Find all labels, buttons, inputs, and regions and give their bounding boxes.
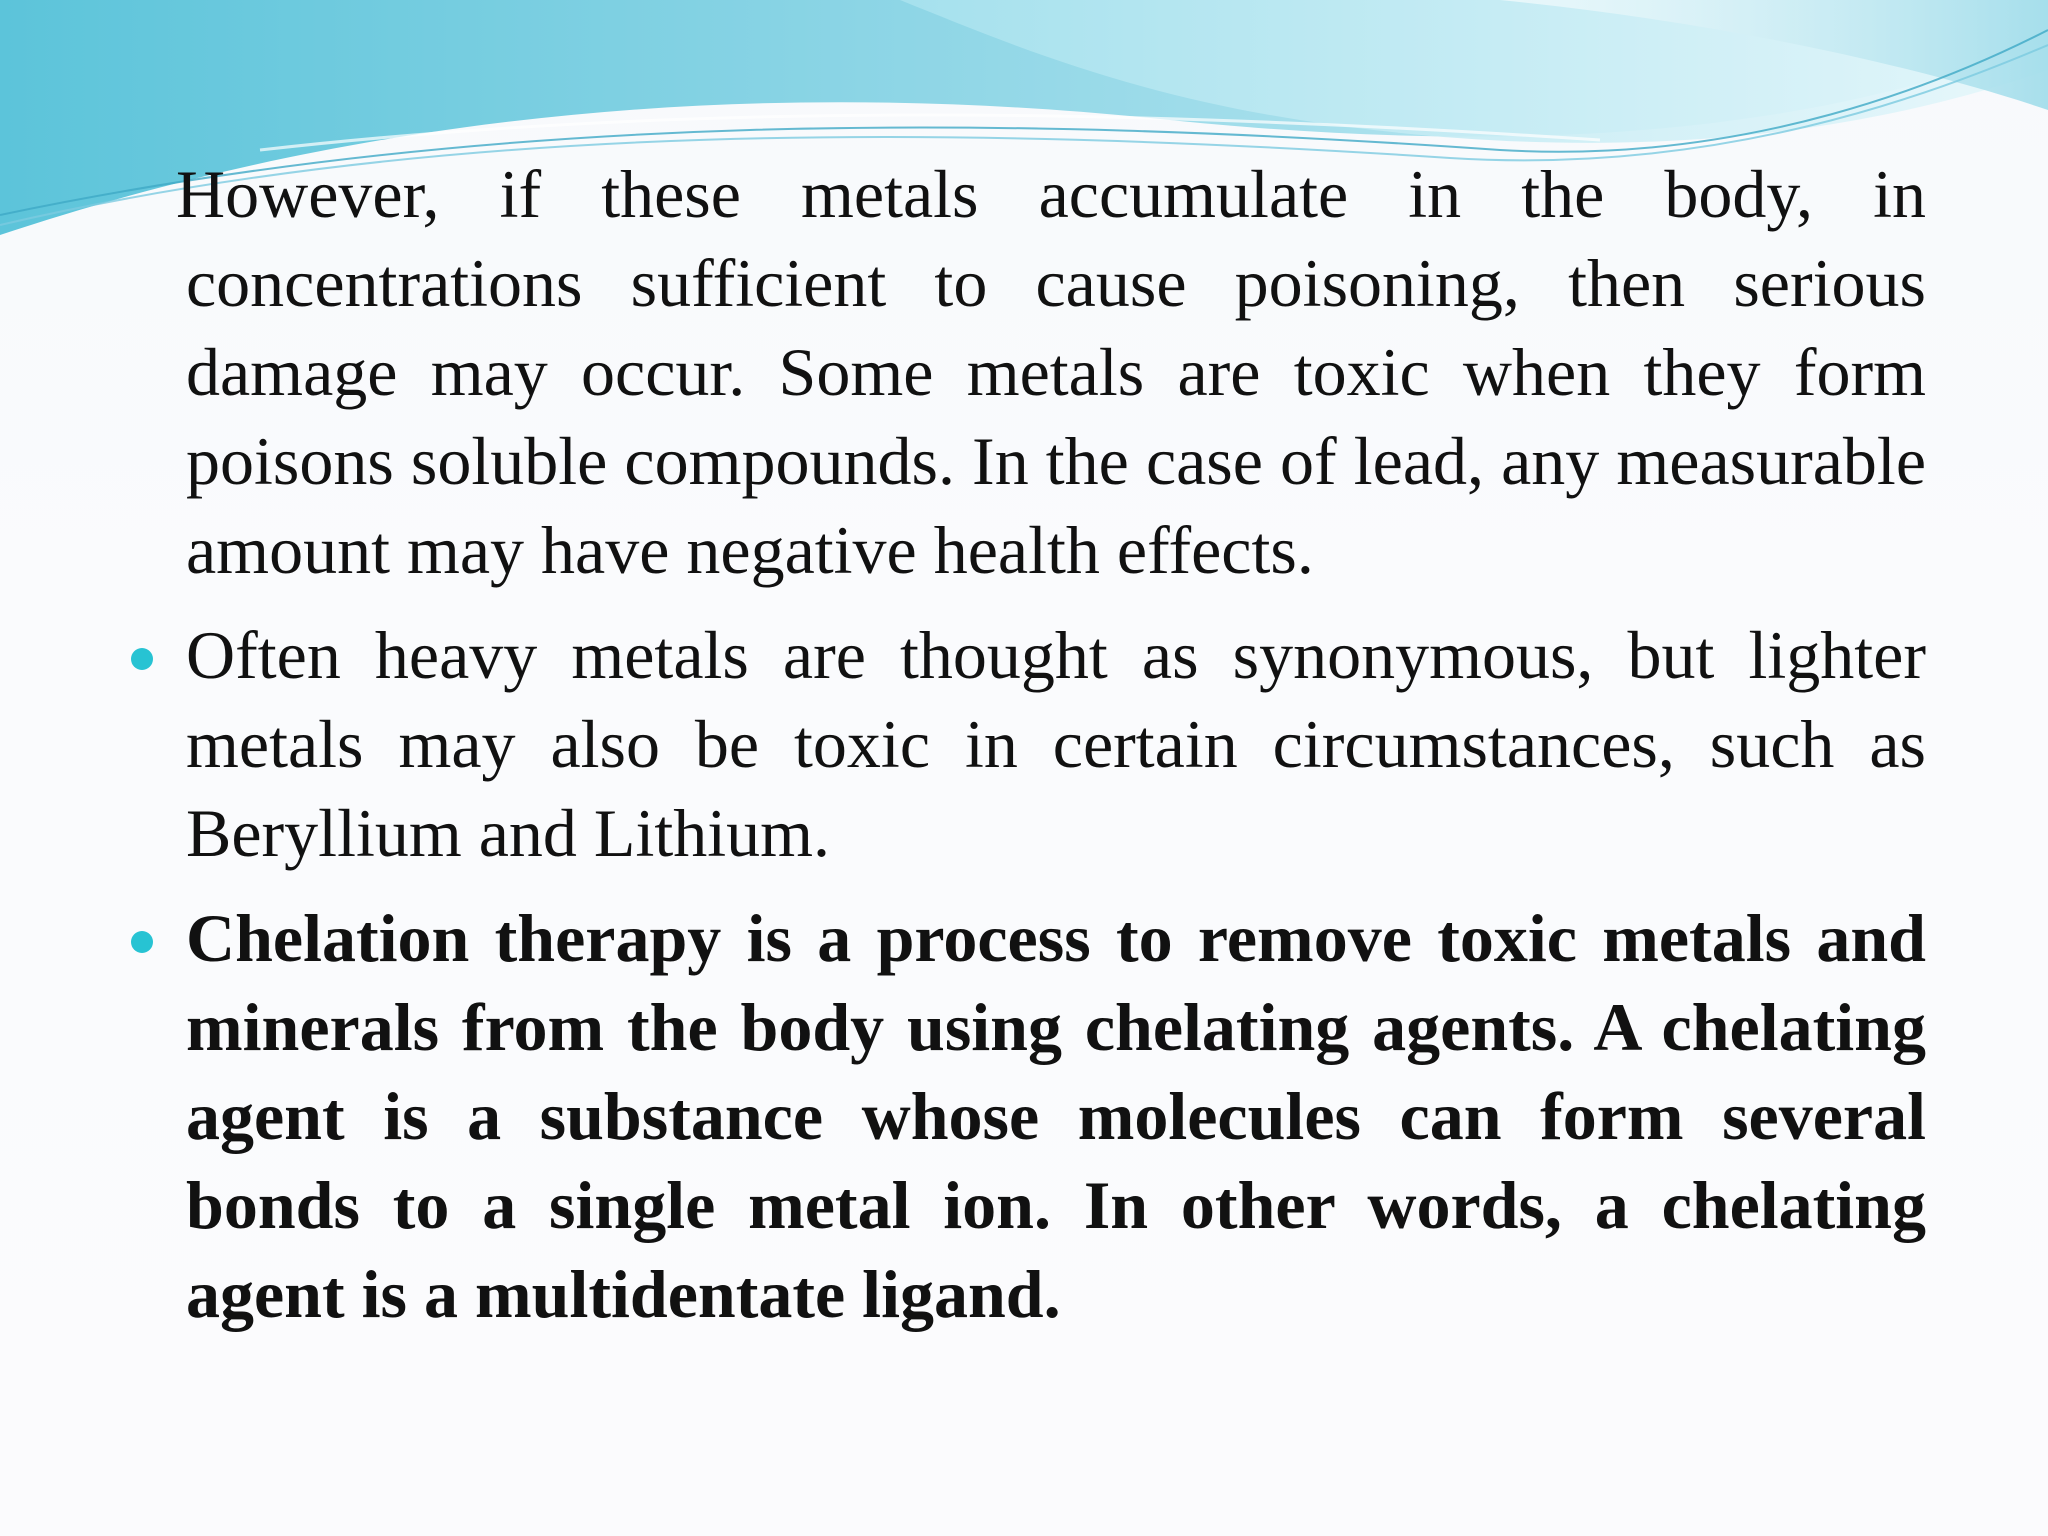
bullet-text: Chelation therapy is a process to remove toxic metals and minerals from the body using chelating agents. A chelating agent is a substance whose molecules can form several bonds to a single metal ion. In other words, a chelating agent is a multidentate ligand. bbox=[186, 900, 1926, 1332]
bullet-dot-icon bbox=[131, 648, 153, 670]
bullet-dot-icon bbox=[131, 931, 153, 953]
bullet-item-chelation-therapy bbox=[126, 894, 1926, 1339]
paragraph-metal-accumulation bbox=[126, 150, 1926, 595]
bullet-text: Often heavy metals are thought as synonymous, but lighter metals may also be toxic in certain circumstances, such as Beryllium and Lithium. bbox=[186, 617, 1926, 871]
bullet-item-heavy-metals bbox=[126, 611, 1926, 878]
paragraph-text: However, if these metals accumulate in the body, in concentrations sufficient to cause poisoning, then serious damage may occur. Some metals are toxic when they form poisons soluble compounds. In the case of lead, any measurable amount may have negative health effects. bbox=[176, 156, 1926, 588]
slide-body bbox=[126, 150, 1926, 1339]
